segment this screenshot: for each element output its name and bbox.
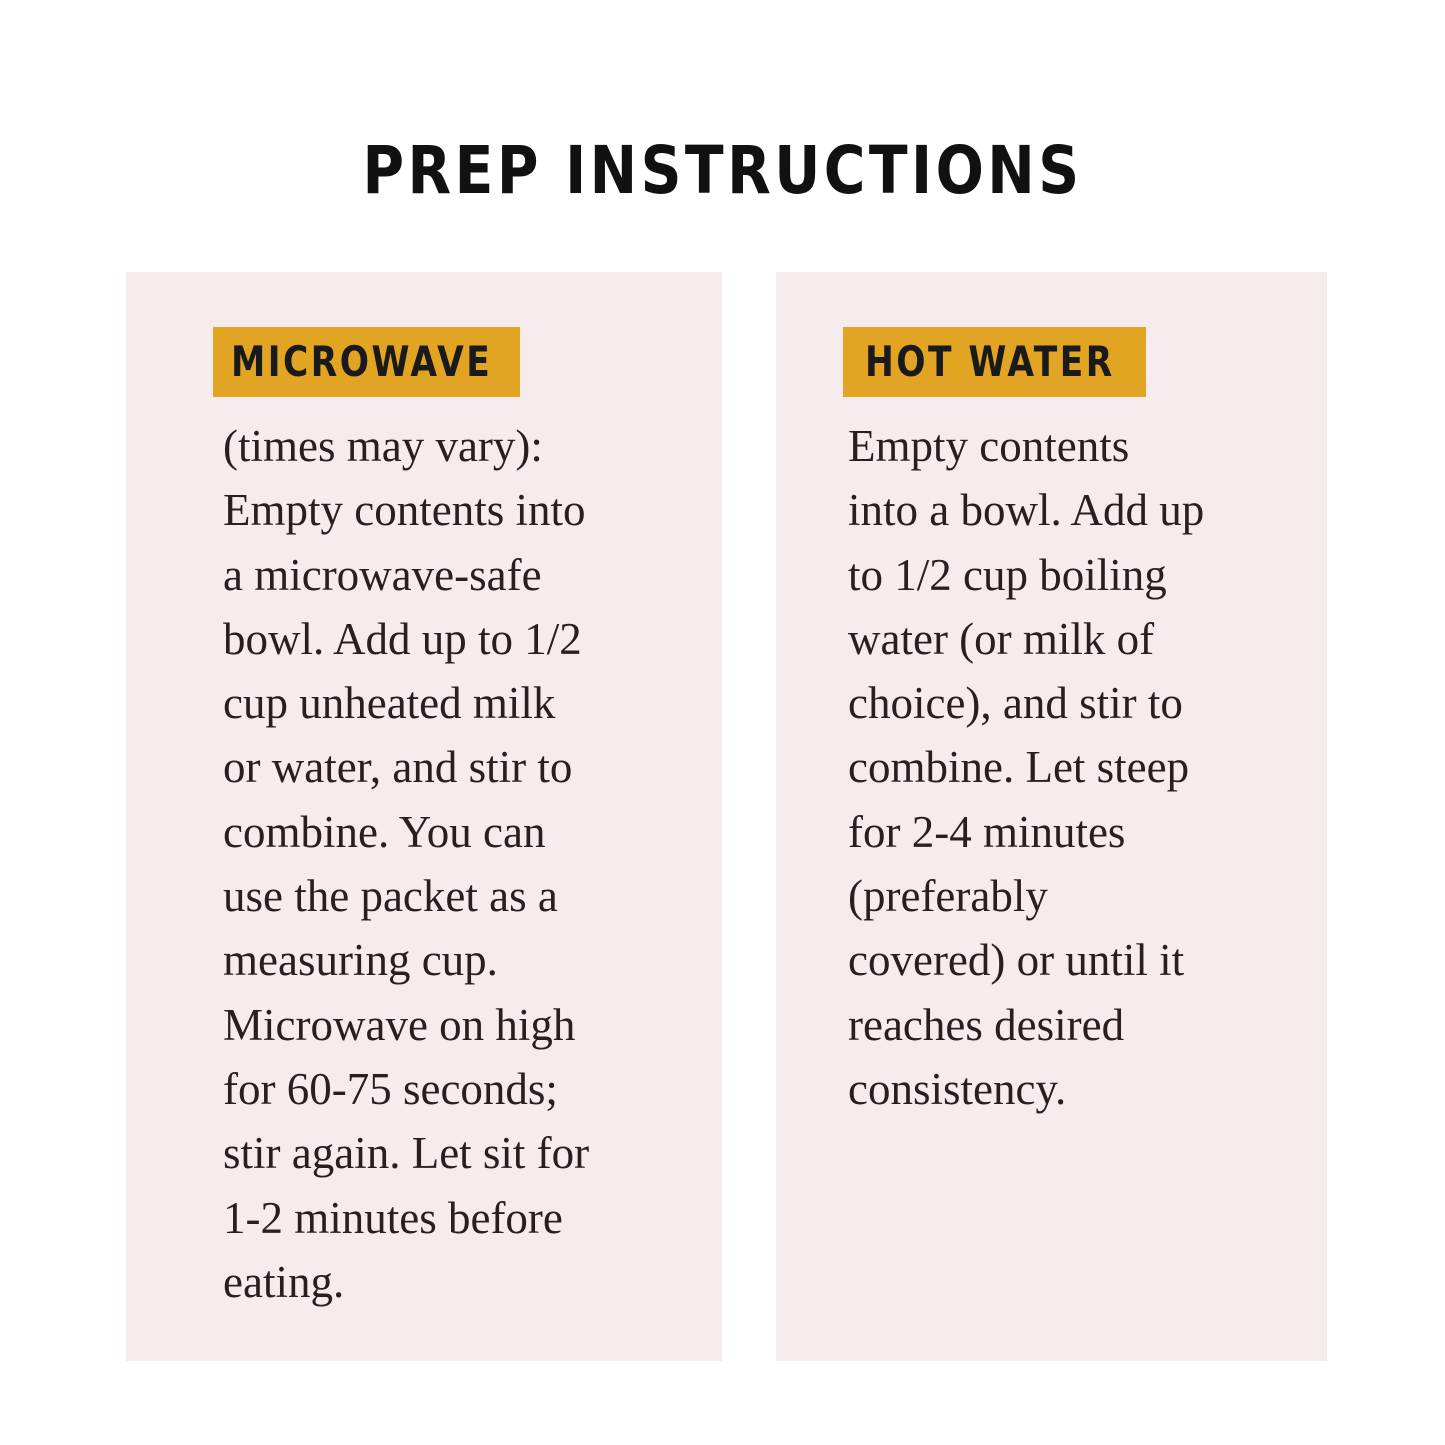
microwave-heading: MICROWAVE — [231, 337, 493, 386]
hot-water-heading: HOT WATER — [865, 337, 1115, 386]
microwave-instructions: (times may vary): Empty contents into a microwave-safe bowl. Add up to 1/2 cup unheated milk or water, and stir to combine. You can use the packet as a measuring cup. Microwave on high for 60-75 seconds; stir again. Let sit for 1-2 minutes before eating. — [223, 421, 590, 1307]
hot-water-heading-tag — [843, 327, 1146, 397]
hot-water-instructions: Empty contents into a bowl. Add up to 1/2 cup boiling water (or milk of choice), and stir to combine. Let steep for 2-4 minutes (preferably covered) or until it reaches desired consistency. — [848, 421, 1205, 1114]
page-title: PREP INSTRUCTIONS — [362, 132, 1083, 209]
microwave-panel — [126, 272, 722, 1361]
hot-water-panel — [776, 272, 1327, 1361]
microwave-heading-tag — [213, 327, 520, 397]
